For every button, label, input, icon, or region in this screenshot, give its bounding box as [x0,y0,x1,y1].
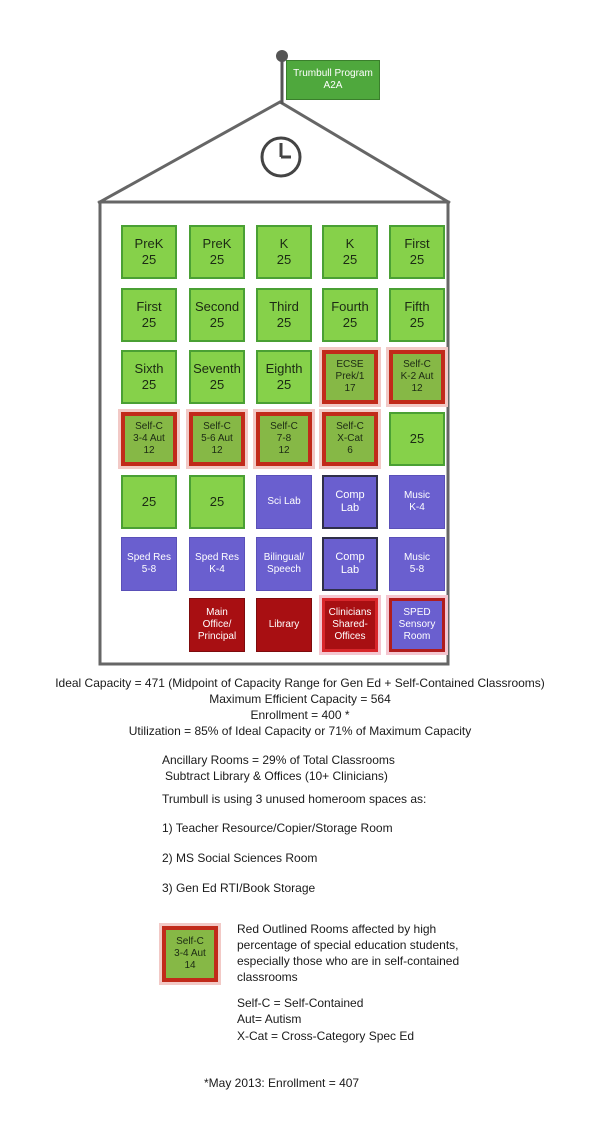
room-label-line: Lab [340,564,360,576]
room-label-line: Self-C [270,421,298,432]
room-label-line: Library [268,619,300,630]
room-prek-25 [189,225,245,279]
room-label-line: 12 [411,383,423,394]
room-sped-sensory-room [389,598,445,652]
room-label-line: X-Cat [337,433,363,444]
room-label-line: Clinicians [328,607,372,618]
room-label-line: 12 [211,445,223,456]
room-label-line: Sci Lab [267,496,301,507]
room-ecse-prek-1-17 [322,350,378,404]
ancillary-rooms-text: Ancillary Rooms = 29% of Total Classrooms [162,753,395,767]
room-25 [189,475,245,529]
room-label-line: 25 [342,252,358,267]
room-main-office-principal [189,598,245,652]
room-label-line: ECSE [336,359,364,370]
room-label-line: 25 [409,431,425,447]
room-library [256,598,312,652]
room-first-25 [121,288,177,342]
flag-line-1: Trumbull Program [293,68,373,79]
room-label-line: 25 [141,494,157,510]
room-label-line: Lab [340,502,360,514]
room-label-line: 25 [409,315,425,330]
room-sped-res-5-8 [121,537,177,591]
room-label-line: 25 [141,377,157,392]
room-bilingual-speech [256,537,312,591]
room-fourth-25 [322,288,378,342]
room-label-line: 25 [276,315,292,330]
utilization-text: Utilization = 85% of Ideal Capacity or 71% of Maximum Capacity [128,724,472,738]
room-label-line: Third [269,299,299,315]
room-label-line: Second [194,299,240,315]
room-fifth-25 [389,288,445,342]
room-sixth-25 [121,350,177,404]
room-label-line: Fifth [404,299,430,315]
max-capacity-text: Maximum Efficient Capacity = 564 [209,692,391,706]
abbreviation-x-cat: X-Cat = Cross-Category Spec Ed [237,1029,415,1043]
enrollment-text: Enrollment = 400 * [250,708,350,722]
room-self-c-x-cat-6 [322,412,378,466]
room-music-k-4 [389,475,445,529]
room-seventh-25 [189,350,245,404]
room-label-line: Fourth [331,299,369,315]
legend-description-line: especially those who are in self-contained [237,954,460,968]
room-label-line: Offices [334,631,366,642]
legend-room-line: Self-C [176,936,204,947]
room-label-line: 17 [344,383,356,394]
room-label-line: K-2 Aut [400,371,434,382]
room-first-25 [389,225,445,279]
room-label-line: 25 [141,252,157,267]
room-label-line: PreK [202,236,232,252]
room-label-line: Prek/1 [335,371,365,382]
ideal-capacity-text: Ideal Capacity = 471 (Midpoint of Capacity Range for Gen Ed + Self-Contained Classrooms) [55,676,545,690]
room-second-25 [189,288,245,342]
subtract-text: Subtract Library & Offices (10+ Clinicians) [165,769,388,783]
room-label-line: 6 [347,445,353,456]
room-label-line: Principal [197,631,237,642]
room-label-line: 25 [276,252,292,267]
room-label-line: PreK [134,236,164,252]
legend-description-line: Red Outlined Rooms affected by high [237,922,437,936]
room-label-line: 25 [209,494,225,510]
room-label-line: Bilingual/ [263,552,305,563]
room-label-line: 5-8 [409,564,425,575]
room-label-line: Self-C [336,421,364,432]
room-label-line: First [136,299,162,315]
footnote: *May 2013: Enrollment = 407 [204,1076,360,1090]
room-label-line: First [404,236,430,252]
room-label-line: 5-8 [141,564,157,575]
room-label-line: 3-4 Aut [133,433,165,444]
unused-space-item: 1) Teacher Resource/Copier/Storage Room [162,821,393,835]
unused-spaces-text: Trumbull is using 3 unused homeroom spaces as: [162,792,427,806]
room-comp-lab [322,475,378,529]
room-label-line: Self-C [403,359,431,370]
room-25 [121,475,177,529]
room-label-line: Sped Res [127,552,171,563]
abbreviation-aut: Aut= Autism [237,1012,302,1026]
room-label-line: Music [403,552,431,563]
room-k-25 [256,225,312,279]
room-label-line: Eighth [265,361,303,377]
flag-line-2: A2A [323,80,343,91]
room-label-line: Sixth [134,361,164,377]
room-label-line: Shared- [332,619,368,630]
room-label-line: 25 [209,252,225,267]
room-label-line: 5-6 Aut [201,433,233,444]
room-self-c-k-2-aut-12 [389,350,445,404]
room-label-line: K [279,236,289,252]
legend-room-line: 3-4 Aut [174,948,206,959]
room-label-line: K-4 [209,564,225,575]
room-clinicians-shared-offices [322,598,378,652]
unused-space-item: 2) MS Social Sciences Room [162,851,318,865]
room-label-line: Sped Res [195,552,239,563]
room-label-line: Self-C [203,421,231,432]
room-label-line: 25 [209,315,225,330]
legend-description-line: classrooms [237,970,298,984]
room-label-line: 25 [342,315,358,330]
legend-sample-room [162,926,218,982]
room-label-line: Room [403,631,431,642]
room-self-c-7-8-12 [256,412,312,466]
unused-space-item: 3) Gen Ed RTI/Book Storage [162,881,316,895]
room-third-25 [256,288,312,342]
room-label-line: SPED [403,607,431,618]
room-label-line: 7-8 [276,433,292,444]
room-label-line: Comp [335,488,365,501]
program-flag [286,60,380,100]
legend-room-line: 14 [184,960,196,971]
room-label-line: Music [403,490,431,501]
room-label-line: 25 [141,315,157,330]
room-k-25 [322,225,378,279]
room-prek-25 [121,225,177,279]
legend-description-line: percentage of special education students, [237,938,459,952]
room-label-line: Seventh [193,361,241,377]
room-label-line: 25 [276,377,292,392]
room-25 [389,412,445,466]
room-self-c-3-4-aut-12 [121,412,177,466]
room-label-line: K [345,236,355,252]
room-label-line: K-4 [409,502,425,513]
room-label-line: Sensory [398,619,436,630]
room-music-5-8 [389,537,445,591]
room-label-line: 12 [143,445,155,456]
room-label-line: Office/ [202,619,232,630]
room-label-line: 25 [409,252,425,267]
room-label-line: Self-C [135,421,163,432]
abbreviation-self-c: Self-C = Self-Contained [237,996,364,1010]
room-label-line: 12 [278,445,290,456]
room-sped-res-k-4 [189,537,245,591]
room-label-line: Speech [267,564,301,575]
room-sci-lab [256,475,312,529]
clock-icon [262,138,300,176]
room-label-line: 25 [209,377,225,392]
room-label-line: Comp [335,550,365,563]
room-eighth-25 [256,350,312,404]
room-comp-lab [322,537,378,591]
room-label-line: Main [206,607,228,618]
room-self-c-5-6-aut-12 [189,412,245,466]
